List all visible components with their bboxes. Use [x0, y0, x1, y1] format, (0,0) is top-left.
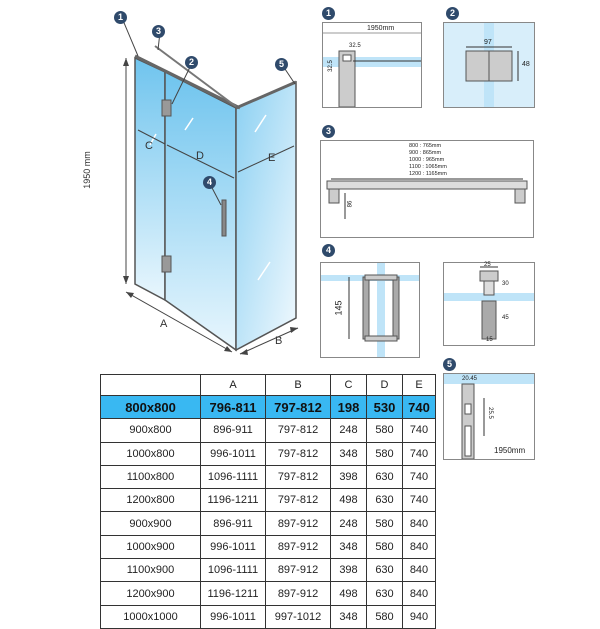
- table-cell: 580: [367, 442, 403, 465]
- detail-5-height: 1950mm: [494, 446, 526, 455]
- dim-label-height: 1950 mm: [81, 151, 92, 189]
- spec-table: [100, 374, 436, 629]
- dim-label-b: B: [275, 335, 283, 347]
- table-cell: 630: [367, 465, 403, 488]
- detail-5-side: 25.5: [486, 407, 493, 419]
- table-cell: 797-812: [266, 419, 331, 442]
- detail-3-sizes: [409, 143, 447, 178]
- table-row: [101, 535, 436, 558]
- table-cell: 348: [331, 442, 367, 465]
- detail-4-height: 145: [333, 300, 344, 316]
- enclosure-diagram: [0, 0, 320, 370]
- table-cell: 1096-1111: [201, 465, 266, 488]
- detail-4b-top: 25: [484, 262, 491, 268]
- table-cell: 1196-1211: [201, 582, 266, 605]
- table-cell: 580: [367, 512, 403, 535]
- table-cell: 896-911: [201, 419, 266, 442]
- detail-2-badge: 2: [446, 7, 459, 20]
- table-cell: 900x800: [101, 419, 201, 442]
- badge-4: 4: [203, 176, 216, 189]
- detail-1-badge: 1: [322, 7, 335, 20]
- table-cell: 896-911: [201, 512, 266, 535]
- table-cell: 398: [331, 559, 367, 582]
- table-cell: 797-812: [266, 396, 331, 419]
- table-cell: 996-1011: [201, 535, 266, 558]
- table-header-row: [101, 375, 436, 396]
- detail-1-drawing: [323, 23, 421, 107]
- dim-label-a: A: [160, 318, 168, 330]
- table-cell: 1000x900: [101, 535, 201, 558]
- detail-2-box: [443, 22, 535, 108]
- table-header-d: D: [367, 375, 403, 396]
- table-cell: 740: [403, 419, 436, 442]
- detail-3-size-800: 800 : 765mm: [409, 143, 442, 149]
- table-cell: 1196-1211: [201, 489, 266, 512]
- detail-5-top: 20.45: [462, 376, 478, 382]
- table-cell: 840: [403, 582, 436, 605]
- table-cell: 1000x1000: [101, 605, 201, 628]
- table-cell: 1000x800: [101, 442, 201, 465]
- table-cell: 580: [367, 605, 403, 628]
- hinge-bottom: [162, 256, 171, 272]
- detail-3-size-1100: 1100 : 1065mm: [409, 164, 447, 170]
- dim-label-c: C: [145, 140, 153, 152]
- door-handle: [222, 200, 226, 236]
- table-cell: 1200x800: [101, 489, 201, 512]
- table-cell: 800x800: [101, 396, 201, 419]
- table-header-c: C: [331, 375, 367, 396]
- table-cell: 630: [367, 582, 403, 605]
- badge-3: 3: [152, 25, 165, 38]
- table-cell: 740: [403, 465, 436, 488]
- table-cell: 248: [331, 419, 367, 442]
- table-header-b: B: [266, 375, 331, 396]
- detail-2-width: 97: [484, 39, 492, 46]
- table-cell: 530: [367, 396, 403, 419]
- table-row: [101, 605, 436, 628]
- badge-5: 5: [275, 58, 288, 71]
- detail-4-badge: 4: [322, 244, 335, 257]
- table-header-e: E: [403, 375, 436, 396]
- table-row: [101, 582, 436, 605]
- table-cell: 740: [403, 442, 436, 465]
- detail-4b-mid: 45: [502, 315, 509, 321]
- table-row: [101, 465, 436, 488]
- detail-1-width: 32.5: [349, 43, 361, 49]
- table-cell: 900x900: [101, 512, 201, 535]
- table-cell: 630: [367, 559, 403, 582]
- table-cell: 840: [403, 559, 436, 582]
- detail-3-size-900: 900 : 865mm: [409, 150, 442, 156]
- table-cell: 897-912: [266, 512, 331, 535]
- table-row: [101, 489, 436, 512]
- table-cell: 996-1011: [201, 442, 266, 465]
- table-row-highlight: [101, 396, 436, 419]
- detail-1-height: 1950mm: [367, 25, 395, 32]
- detail-5-badge: 5: [443, 358, 456, 371]
- table-cell: 897-912: [266, 559, 331, 582]
- table-cell: 740: [403, 396, 436, 419]
- table-header-a: A: [201, 375, 266, 396]
- table-cell: 1200x900: [101, 582, 201, 605]
- dim-label-d: D: [196, 150, 204, 162]
- table-cell: 996-1011: [201, 605, 266, 628]
- detail-3-size-1000: 1000 : 965mm: [409, 157, 445, 163]
- table-cell: 897-912: [266, 535, 331, 558]
- table-cell: 198: [331, 396, 367, 419]
- table-cell: 398: [331, 465, 367, 488]
- table-cell: 740: [403, 489, 436, 512]
- table-cell: 630: [367, 489, 403, 512]
- table-cell: 248: [331, 512, 367, 535]
- glass-panel-side: [236, 82, 296, 350]
- detail-4b-top2: 30: [502, 281, 509, 287]
- detail-2-height: 48: [522, 61, 530, 68]
- table-cell: 1100x900: [101, 559, 201, 582]
- hinge-top: [162, 100, 171, 116]
- detail-4b-drawing: [444, 263, 534, 345]
- table-cell: 796-811: [201, 396, 266, 419]
- detail-3-size-1200: 1200 : 1165mm: [409, 171, 447, 177]
- detail-1-box: [322, 22, 422, 108]
- table-cell: 1096-1111: [201, 559, 266, 582]
- table-cell: 498: [331, 489, 367, 512]
- table-cell: 940: [403, 605, 436, 628]
- table-cell: 580: [367, 535, 403, 558]
- dim-label-e: E: [268, 152, 276, 164]
- table-row: [101, 512, 436, 535]
- detail-1-side: 32.5: [327, 60, 334, 72]
- table-cell: 840: [403, 535, 436, 558]
- table-cell: 348: [331, 605, 367, 628]
- table-cell: 498: [331, 582, 367, 605]
- table-cell: 797-812: [266, 442, 331, 465]
- detail-3-depth: 86: [347, 200, 354, 208]
- glass-panel-fixed: [135, 58, 165, 300]
- table-cell: 797-812: [266, 465, 331, 488]
- table-cell: 1100x800: [101, 465, 201, 488]
- table-row: [101, 419, 436, 442]
- detail-3-badge: 3: [322, 125, 335, 138]
- table-row: [101, 559, 436, 582]
- table-cell: 997-1012: [266, 605, 331, 628]
- table-cell: 580: [367, 419, 403, 442]
- detail-2-drawing: [444, 23, 534, 107]
- detail-4b-box: [443, 262, 535, 346]
- detail-4-box: [320, 262, 420, 358]
- detail-3-box: [320, 140, 534, 238]
- table-cell: 348: [331, 535, 367, 558]
- detail-5-box: [443, 373, 535, 460]
- table-cell: 897-912: [266, 582, 331, 605]
- detail-4b-bottom: 15: [486, 337, 493, 343]
- badge-1: 1: [114, 11, 127, 24]
- table-cell: 840: [403, 512, 436, 535]
- badge-2: 2: [185, 56, 198, 69]
- table-cell: 797-812: [266, 489, 331, 512]
- table-header-size: [101, 375, 201, 396]
- table-row: [101, 442, 436, 465]
